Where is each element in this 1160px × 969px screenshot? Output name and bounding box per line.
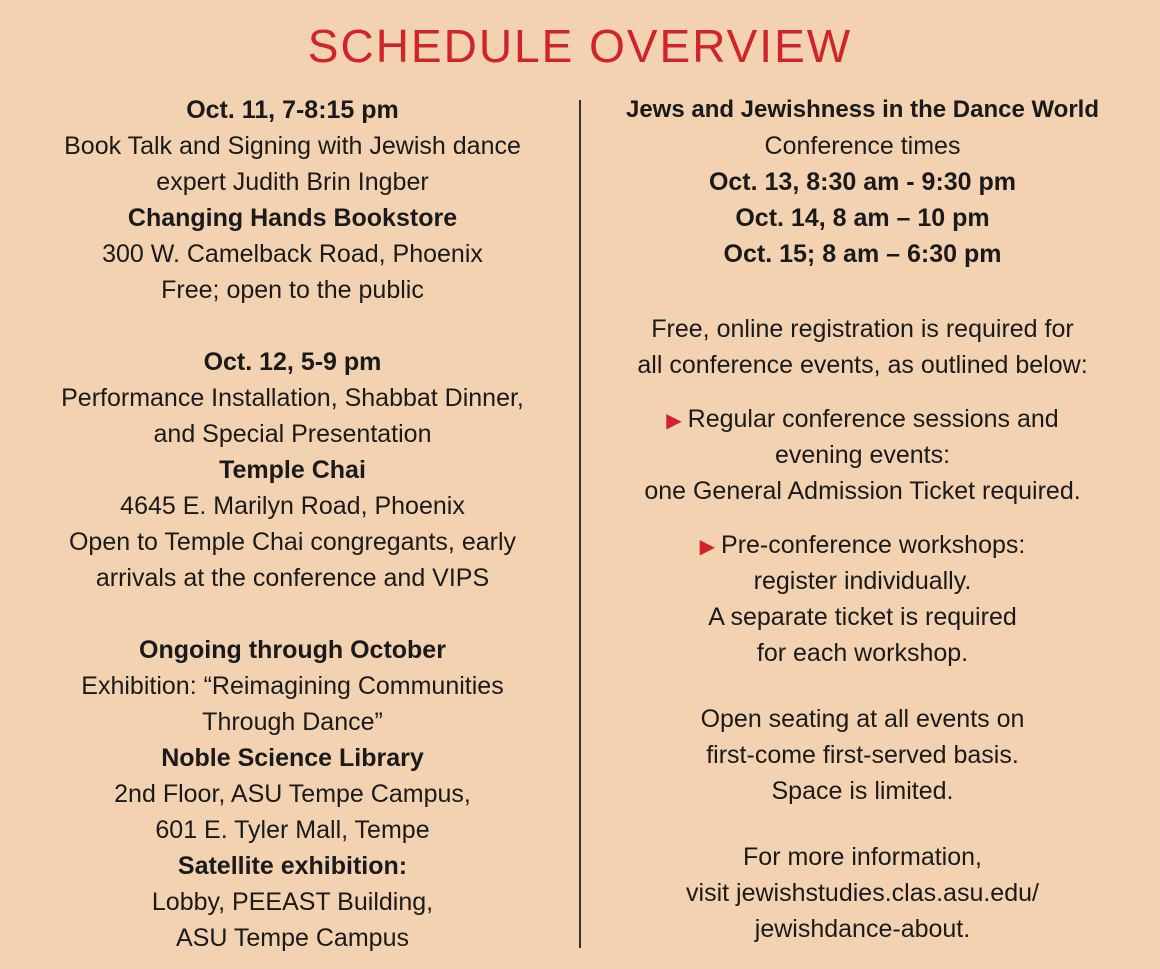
event-note: Open to Temple Chai congregants, early bbox=[68, 528, 517, 556]
info-text: For more information, bbox=[743, 843, 982, 871]
event-description: Book Talk and Signing with Jewish dance bbox=[64, 132, 521, 160]
bullet-text: evening events: bbox=[774, 441, 951, 469]
event-venue: Changing Hands Bookstore bbox=[127, 204, 458, 232]
bullet-text: for each workshop. bbox=[756, 639, 969, 667]
event-address: 601 E. Tyler Mall, Tempe bbox=[155, 816, 430, 844]
triangle-right-icon: ▶ bbox=[666, 410, 682, 432]
event-note: arrivals at the conference and VIPS bbox=[95, 564, 490, 592]
bullet-item bbox=[600, 401, 1125, 439]
conference-title: Jews and Jewishness in the Dance World bbox=[625, 96, 1100, 123]
event-venue: Temple Chai bbox=[219, 456, 366, 484]
bullet-text: Pre-conference workshops: bbox=[721, 531, 1026, 559]
event-date: Oct. 11, 7-8:15 pm bbox=[186, 96, 399, 124]
event-date: Ongoing through October bbox=[139, 636, 446, 664]
bullet-text: one General Admission Ticket required. bbox=[644, 477, 1081, 505]
satellite-address: Lobby, PEEAST Building, bbox=[151, 888, 434, 916]
satellite-address: ASU Tempe Campus bbox=[176, 924, 409, 952]
seating-text: first-come first-served basis. bbox=[706, 741, 1019, 769]
conference-time: Oct. 13, 8:30 am - 9:30 pm bbox=[708, 168, 1017, 196]
info-link[interactable]: jewishdance-about. bbox=[754, 915, 971, 943]
event-description: expert Judith Brin Ingber bbox=[156, 168, 429, 196]
event-description: Exhibition: “Reimagining Communities bbox=[81, 672, 504, 700]
satellite-heading: Satellite exhibition: bbox=[177, 852, 408, 880]
event-description: Through Dance” bbox=[202, 708, 383, 736]
bullet-text: register individually. bbox=[753, 567, 972, 595]
page-title: SCHEDULE OVERVIEW bbox=[307, 20, 853, 72]
bullet-item bbox=[600, 527, 1125, 565]
event-description: and Special Presentation bbox=[153, 420, 432, 448]
conference-time: Oct. 15; 8 am – 6:30 pm bbox=[723, 240, 1002, 268]
event-address: 4645 E. Marilyn Road, Phoenix bbox=[120, 492, 465, 520]
event-description: Performance Installation, Shabbat Dinner, bbox=[61, 384, 524, 412]
conference-time: Oct. 14, 8 am – 10 pm bbox=[735, 204, 990, 232]
column-divider bbox=[579, 100, 581, 948]
registration-text: Free, online registration is required for bbox=[651, 315, 1074, 343]
bullet-text: A separate ticket is required bbox=[708, 603, 1017, 631]
bullet-text: Regular conference sessions and bbox=[687, 405, 1059, 433]
event-note: Free; open to the public bbox=[161, 276, 424, 304]
info-link[interactable]: visit jewishstudies.clas.asu.edu/ bbox=[686, 879, 1039, 907]
registration-text: all conference events, as outlined below: bbox=[637, 351, 1088, 379]
seating-text: Space is limited. bbox=[771, 777, 954, 805]
conference-times-label: Conference times bbox=[764, 132, 961, 160]
event-address: 300 W. Camelback Road, Phoenix bbox=[102, 240, 483, 268]
seating-text: Open seating at all events on bbox=[700, 705, 1025, 733]
triangle-right-icon: ▶ bbox=[699, 536, 716, 558]
event-address: 2nd Floor, ASU Tempe Campus, bbox=[114, 780, 471, 808]
event-date: Oct. 12, 5-9 pm bbox=[203, 348, 382, 376]
event-venue: Noble Science Library bbox=[161, 744, 424, 772]
